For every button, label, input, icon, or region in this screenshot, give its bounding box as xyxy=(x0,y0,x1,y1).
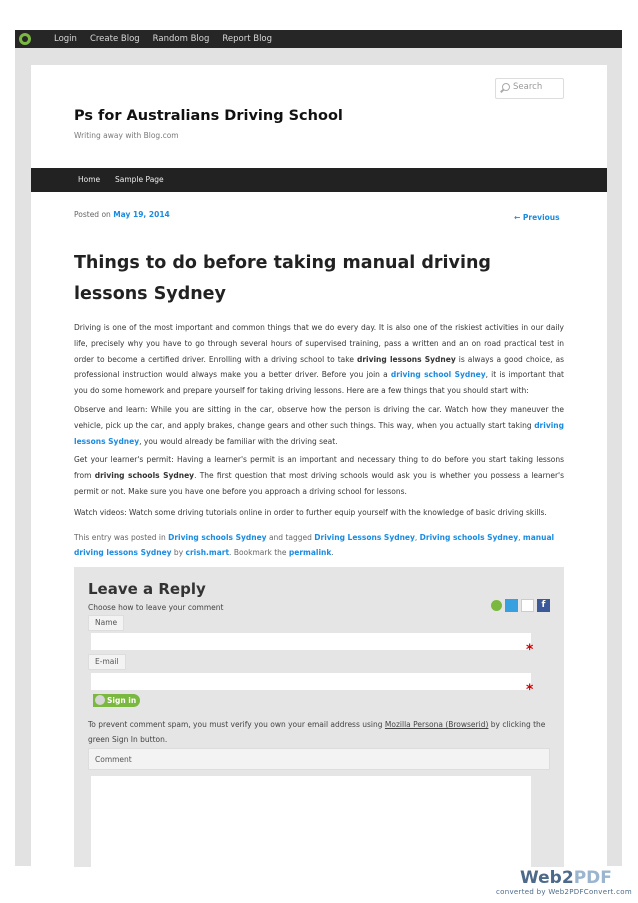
post-paragraph-4: Watch videos: Watch some driving tutorials online in order to further equip yourself with the knowledge of basic driving skills. xyxy=(74,508,547,517)
text: is always a good choice, as professional instruction would always make you a better driver. Before you join a xyxy=(74,354,564,380)
required-mark: * xyxy=(526,642,534,658)
search-input[interactable] xyxy=(495,78,564,99)
comment-textarea[interactable] xyxy=(91,776,531,867)
persona-icon xyxy=(95,695,105,705)
text: . xyxy=(331,547,334,557)
facebook-login-icon[interactable]: f xyxy=(537,599,550,612)
main-nav xyxy=(31,168,607,192)
toolbar-links xyxy=(54,30,272,48)
previous-post-link[interactable]: ← Previous xyxy=(514,213,560,222)
twitter-login-icon[interactable] xyxy=(505,599,518,612)
blog-com-login-icon[interactable] xyxy=(491,600,502,611)
text: , xyxy=(518,533,523,542)
text: , you would already be familiar with the driving seat. xyxy=(139,436,338,446)
nav-home[interactable]: Home xyxy=(78,175,101,184)
author-link[interactable]: crish.mart xyxy=(185,547,230,557)
email-label: E-mail xyxy=(88,654,126,670)
toolbar-login-link[interactable]: Login xyxy=(54,34,77,44)
text: Driving is one of the most important and common things that we do every day. It is also one of the riskiest activities in our daily life, precisely why you have to go through several hours of supervised training, pass a written and an on road practical test in order to become a certified driver. Enrolling with a driving school to take xyxy=(74,323,564,364)
text: by xyxy=(171,547,186,557)
post-paragraph-1 xyxy=(74,320,564,399)
nav-sample-page[interactable]: Sample Page xyxy=(115,175,164,184)
entry-meta xyxy=(74,531,564,560)
text: by clicking the green Sign In button. xyxy=(88,720,546,744)
text: , xyxy=(414,533,420,542)
post-title: Things to do before taking manual driving lessons Sydney xyxy=(74,253,491,304)
tag-link[interactable]: manual driving lessons Sydney xyxy=(74,533,555,557)
email-field[interactable] xyxy=(91,673,531,690)
web2pdf-logo-text: Web2 xyxy=(520,868,574,888)
persona-sign-in-button[interactable]: Sign in xyxy=(93,694,140,707)
toolbar-report-blog-link[interactable]: Report Blog xyxy=(222,34,273,44)
permalink-link[interactable]: permalink xyxy=(288,547,332,557)
tag-link[interactable]: Driving Lessons Sydney xyxy=(314,533,415,542)
web2pdf-logo-text: PDF xyxy=(573,868,612,888)
post-paragraph-3 xyxy=(74,452,564,499)
google-login-icon[interactable] xyxy=(521,599,534,612)
text: This entry was posted in xyxy=(74,533,169,542)
site-description: Writing away with Blog.com xyxy=(74,131,179,140)
text: Get your learner's permit: Having a learner's permit is an important and necessary thing to do before you start taking lessons from xyxy=(74,455,564,480)
name-label: Name xyxy=(88,615,124,631)
keyword-bold: driving schools Sydney xyxy=(94,470,195,480)
post-date-line xyxy=(74,210,170,219)
text: . The first question that most driving schools would ask you is whether you possess a learner's permit or not. Make sure you have one before you approach a driving school for lessons. xyxy=(74,470,564,496)
post-date-link[interactable]: May 19, 2014 xyxy=(113,210,170,219)
toolbar-create-blog-link[interactable]: Create Blog xyxy=(89,34,140,44)
choose-login-text: Choose how to leave your comment xyxy=(88,603,224,612)
toolbar-random-blog-link[interactable]: Random Blog xyxy=(152,34,210,44)
comment-label: Comment xyxy=(88,748,550,770)
post-paragraph-2 xyxy=(74,402,564,449)
converted-by-text: converted by Web2PDFConvert.com xyxy=(496,888,632,896)
category-link[interactable]: Driving schools Sydney xyxy=(168,533,267,542)
keyword-bold: driving lessons Sydney xyxy=(356,354,456,364)
search-icon xyxy=(502,83,510,91)
name-field[interactable] xyxy=(91,633,531,650)
posted-on-label: Posted on xyxy=(74,210,111,219)
search-placeholder: Search xyxy=(513,82,543,92)
driving-school-sydney-link[interactable]: driving school Sydney xyxy=(390,370,486,380)
text: , it is important that you do some homework and prepare yourself for taking driving lessons. Here are a few things that you should start with: xyxy=(74,370,564,396)
text: . Bookmark the xyxy=(229,547,289,557)
persona-link[interactable]: Mozilla Persona (Browserid) xyxy=(384,720,489,729)
web2pdf-logo xyxy=(520,868,612,888)
driving-lessons-sydney-link[interactable]: driving lessons Sydney xyxy=(74,420,564,446)
text: Observe and learn: While you are sitting in the car, observe how the person is driving the car. Watch how they maneuver the vehicle, pick up the car, and apply brakes, change gears and other such things. This way, when you actually start taking xyxy=(74,405,564,430)
blog-com-logo-icon[interactable] xyxy=(19,33,31,45)
blog-com-toolbar xyxy=(15,30,622,48)
tag-link[interactable]: Driving schools Sydney xyxy=(419,533,519,542)
text: and tagged xyxy=(266,533,315,542)
required-mark: * xyxy=(526,682,534,698)
site-title[interactable]: Ps for Australians Driving School xyxy=(74,108,343,124)
text: To prevent comment spam, you must verify you own your email address using xyxy=(88,720,385,729)
spam-notice xyxy=(88,717,558,747)
reply-title: Leave a Reply xyxy=(88,580,206,598)
